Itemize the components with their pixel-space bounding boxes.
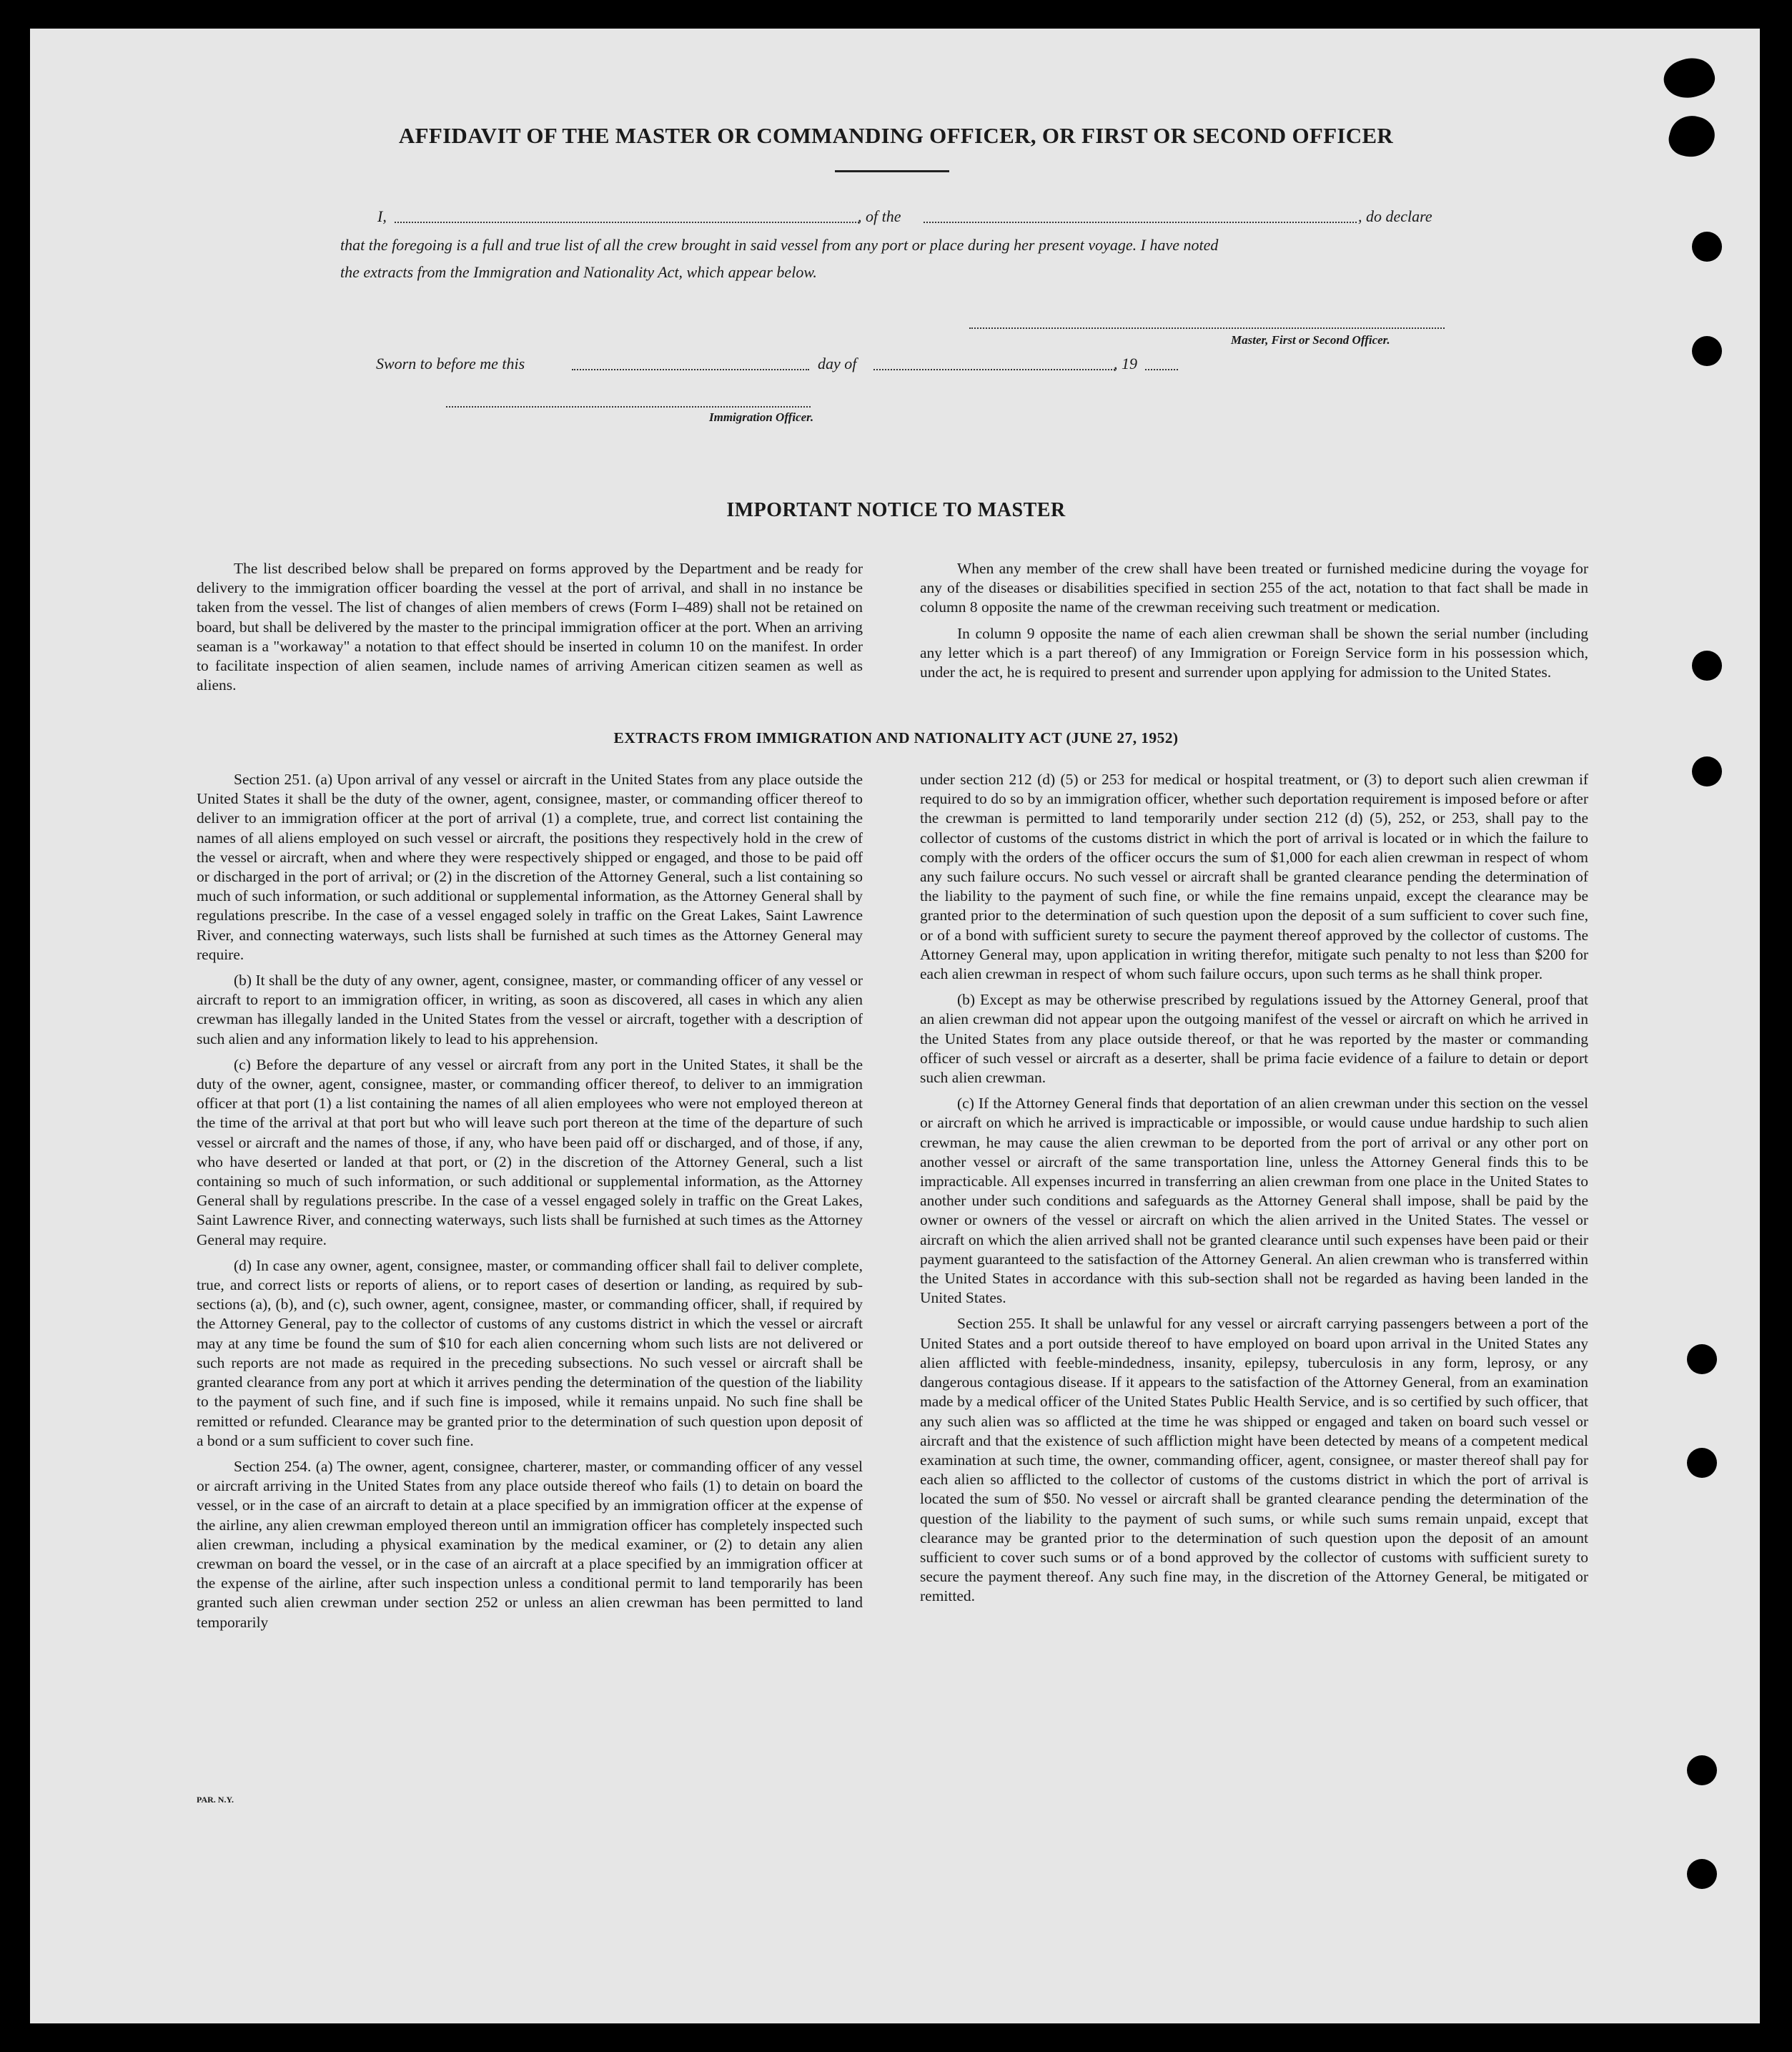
name-field[interactable]	[395, 222, 859, 223]
officer-signature-label: Immigration Officer.	[709, 410, 814, 424]
affidavit-title: AFFIDAVIT OF THE MASTER OR COMMANDING OFFICER, OR FIRST OR SECOND OFFICER	[398, 123, 1394, 148]
section-254c: (c) If the Attorney General finds that deportation of an alien crewman under this section on the vessel or aircraft on which he arrived is impracticable or impossible, or would cause undue hardship to such alien crewman, he may cause the alien crewman to be deported from the port of arrival or any other port on another vessel or aircraft of the same transportation line, unless the Attorney General finds this to be impracticable. All expenses incurred in transferring an alien crewman from one place in the United States to another under such conditions and safeguards as the Attorney General shall impose, shall be paid by the owner or owners of the vessel or aircraft on which the alien arrived in the United States. The vessel or aircraft on which the alien arrived shall not be granted clearance until such expenses have been paid or their payment guaranteed to the satisfaction of the Attorney General. An alien crewman who is transferred within the United States in accordance with this sub-section shall not be regarded as having been landed in the United States.	[920, 1095, 1588, 1307]
master-signature-line[interactable]	[969, 327, 1445, 329]
day-of-label: day of	[818, 355, 857, 373]
master-signature-label: Master, First or Second Officer.	[1231, 333, 1390, 347]
binder-hole	[1687, 1755, 1717, 1785]
declaration-line-2: the extracts from the Immigration and Nationality Act, which appear below.	[340, 263, 817, 281]
declaration-line-1: that the foregoing is a full and true list of all the crew brought in said vessel from any port or place during her present voyage. I have noted	[340, 236, 1219, 254]
section-254b: (b) Except as may be otherwise prescribed by regulations issued by the Attorney General, proof that an alien crewman did not appear upon the outgoing manifest of the vessel or aircraft on which he arrived in the United States from any place outside thereof, or that he was reported by the master or commanding officer of such vessel or aircraft as a deserter, shall be prima facie evidence of a failure to detain or deport such alien crewman.	[920, 991, 1588, 1087]
binder-hole	[1687, 1448, 1717, 1478]
notice-left-paragraph: The list described below shall be prepared on forms approved by the Department and be ready for delivery to the immigration officer boarding the vessel at the port of arrival, and shall in no instance be taken from the vessel. The list of changes of alien members of crews (Form I–489) shall not be retained on board, but shall be delivered by the master to the principal immigration officer at the port. When an arriving seaman is a "workaway" a notation to that effect should be inserted in column 10 on the manifest. In order to facilitate inspection of alien seamen, include names of arriving American citizen seamen as well as aliens.	[197, 560, 863, 694]
day-field[interactable]	[572, 369, 809, 370]
binder-hole	[1692, 651, 1722, 681]
do-declare-label: , do declare	[1358, 207, 1432, 225]
officer-signature-line[interactable]	[446, 406, 811, 408]
section-251d: (d) In case any owner, agent, consignee, master, or commanding officer shall fail to deliver complete, true, and correct lists or reports of aliens, or to report cases of desertion or landing, as required by sub-sections (a), (b), and (c), such owner, agent, consignee, master, or commanding officer, shall, if required by the Attorney General, pay to the collector of customs of any customs district in which the vessel or aircraft may at any time be found the sum of $10 for each alien concerning whom such lists are not delivered or such reports are not made as required in the preceding subsections. No such vessel or aircraft shall be granted clearance from any port at which it arrives pending the determination of the question of the liability to the payment of such fine, and if such fine is imposed, while it remains unpaid. No such fine shall be remitted or refunded. Clearance may be granted prior to the determination of such question upon deposit of a bond or a sum sufficient to cover such fine.	[197, 1256, 863, 1449]
vessel-field[interactable]	[924, 222, 1357, 223]
binder-hole	[1692, 232, 1722, 262]
section-251c: (c) Before the departure of any vessel or aircraft from any port in the United States, it shall be the duty of the owner, agent, consignee, master, or commanding officer thereof, to deliver to an immigration officer at that port (1) a list containing the names of all alien employees who were not employed thereon at the time of the arrival at that port but who will leave such port thereon at the time of the departure of such vessel or aircraft and the names of those, if any, who have been paid off or discharged, and of those, if any, who have deserted or landed at that port, or (2) in the discretion of the Attorney General, such a list containing so much of such information, or such additional or supplemental information, as the Attorney General shall by regulations prescribe. In the case of a vessel engaged solely in traffic on the Great Lakes, Saint Lawrence River, and connecting waterways, such lists shall be furnished at such times as the Attorney General may require.	[197, 1055, 863, 1248]
binder-hole	[1692, 336, 1722, 366]
notice-right-column	[920, 559, 1588, 689]
section-251a: Section 251. (a) Upon arrival of any vessel or aircraft in the United States from any place outside the United States it shall be the duty of the owner, agent, consignee, master, or commanding officer thereof to deliver to an immigration officer at the port of arrival (1) a complete, true, and correct list containing the names of all aliens employed on such vessel or aircraft, the positions they respectively hold in the crew of the vessel or aircraft, when and where they were respectively shipped or engaged, and those to be paid off or discharged in the port of arrival; or (2) in the discretion of the Attorney General, such a list containing so much of such information, or such additional or supplemental information, as the Attorney General shall by regulations prescribe. In the case of a vessel engaged solely in traffic on the Great Lakes, Saint Lawrence River, and connecting waterways, such lists shall be furnished at such times as the Attorney General may require.	[197, 771, 863, 963]
year-field[interactable]	[1145, 369, 1178, 370]
printer-code: PAR. N.Y.	[197, 1795, 234, 1805]
sworn-label: Sworn to before me this	[376, 355, 525, 373]
month-field[interactable]	[873, 369, 1115, 370]
binder-hole	[1692, 756, 1722, 786]
notice-right-paragraph-2: In column 9 opposite the name of each alien crewman shall be shown the serial number (including any letter which is a part thereof) of any Immigration or Foreign Service form in his possession which, under the act, he is required to present and surrender upon applying for admission to the United States.	[920, 624, 1588, 681]
extracts-left-column	[197, 770, 863, 1639]
of-the-label: , of the	[858, 207, 901, 225]
binder-hole	[1687, 1859, 1717, 1889]
i-label: I,	[377, 207, 387, 225]
year-label: , 19	[1114, 355, 1137, 373]
notice-title: IMPORTANT NOTICE TO MASTER	[726, 499, 1066, 521]
extracts-title: EXTRACTS FROM IMMIGRATION AND NATIONALITY ACT (JUNE 27, 1952)	[613, 729, 1179, 746]
section-254a: Section 254. (a) The owner, agent, consignee, charterer, master, or commanding officer of any vessel or aircraft arriving in the United States from any place outside thereof who fails (1) to detain on board the vessel, or in the case of an aircraft to detain at a place specified by an immigration officer at the expense of the airline, any alien crewman employed thereon until an immigration officer has completely inspected such alien crewman, including a physical examination by the medical examiner, or (2) to detain any alien crewman on board the vessel, or in the case of an aircraft at a place specified by an immigration officer at the expense of the airline, after such inspection unless a conditional permit to land temporarily has been granted such alien crewman under section 252 or unless an alien crewman has been permitted to land temporarily	[197, 1457, 863, 1631]
section-251b: (b) It shall be the duty of any owner, agent, consignee, master, or commanding officer of any vessel or aircraft to report to an immigration officer, in writing, as soon as discovered, all cases in which any alien crewman has illegally landed in the United States from the vessel or aircraft, together with a description of such alien and any information likely to lead to his apprehension.	[197, 972, 863, 1047]
title-underline	[835, 170, 949, 172]
section-255: Section 255. It shall be unlawful for any vessel or aircraft carrying passengers between a port of the United States and a port outside thereof to have employed on board upon arrival in the United States any alien afflicted with feeble-mindedness, insanity, epilepsy, tuberculosis in any form, leprosy, or any dangerous contagious disease. If it appears to the satisfaction of the Attorney General, from an examination made by a medical officer of the United States Public Health Service, and is so certified by such officer, that any such alien was so afflicted at the time he was shipped or engaged and taken on board such vessel or aircraft and that the existence of such affliction might have been detected by means of a competent medical examination at such time, the owner, commanding officer, agent, consignee, or master thereof shall pay for each alien so afflicted to the collector of customs of the customs district in which the port of arrival is located the sum of $50. No vessel or aircraft shall be granted clearance pending the determination of the question of the liability to the payment of such sums, or while such sums remain unpaid, except that clearance may be granted prior to the determination of such question upon the deposit of an amount sufficient to cover such sums or of a bond approved by the collector of customs with sufficient surety to secure the payment thereof. Any such fine may, in the discretion of the Attorney General, be mitigated or remitted.	[920, 1315, 1588, 1605]
extracts-right-column	[920, 770, 1588, 1613]
notice-left-column	[197, 559, 863, 701]
binder-hole	[1687, 1344, 1717, 1374]
notice-right-paragraph-1: When any member of the crew shall have been treated or furnished medicine during the voyage for any of the diseases or disabilities specified in section 255 of the act, notation to that fact shall be made in column 8 opposite the name of the crewman receiving such treatment or medication.	[920, 560, 1588, 616]
section-254a-continued: under section 212 (d) (5) or 253 for medical or hospital treatment, or (3) to deport such alien crewman if required to do so by an immigration officer, whether such deportation requirement is imposed before or after the crewman is permitted to land temporarily under section 212 (d) (5), 252, or 253, shall pay to the collector of customs of the customs district in which the port of arrival is located or in which the failure to comply with the orders of the officer occurs the sum of $1,000 for each alien crewman in respect of whom any such failure occurs. No such vessel or aircraft shall be granted clearance pending the determination of the liability to the payment of such fine, or while the fine remains unpaid, except the clearance may be granted prior to the determination of such question upon the deposit of a sum sufficient to cover such fine, or of a bond with sufficient surety to secure the payment thereof approved by the collector of customs. The Attorney General may, upon application in writing therefor, mitigate such penalty to not less than $200 for each alien crewman in respect of whom such failure occurs, upon such terms as he shall think proper.	[920, 771, 1588, 983]
